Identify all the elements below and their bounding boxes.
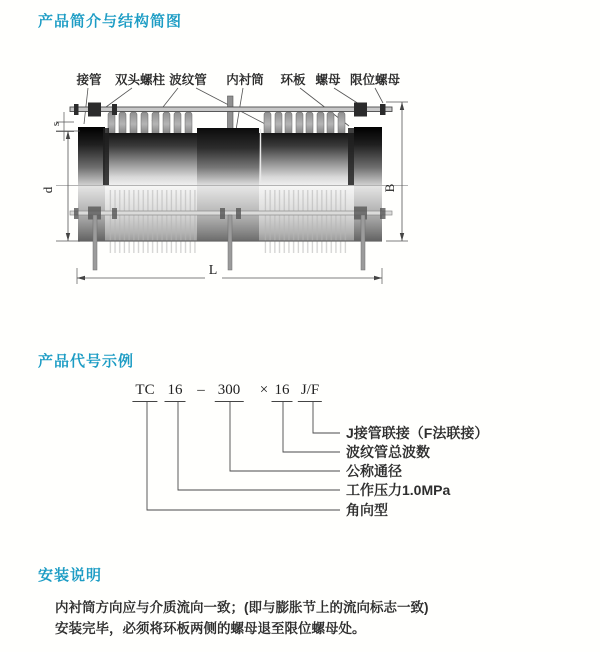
code-separator-times: × xyxy=(259,382,269,398)
leader-lines xyxy=(84,88,383,130)
label-ring-plate: 环板 xyxy=(280,73,306,87)
section-title-product-intro: 产品简介与结构简图 xyxy=(38,13,183,30)
code-note-diameter: 公称通径 xyxy=(346,463,402,479)
dim-l-label: L xyxy=(208,263,218,278)
section-title-install: 安装说明 xyxy=(38,567,103,584)
code-note-wave-count: 波纹管总波数 xyxy=(346,444,430,460)
label-nut: 螺母 xyxy=(315,73,341,87)
code-part-type: TC xyxy=(132,382,157,402)
body-upper xyxy=(78,127,382,185)
label-limit-nut: 限位螺母 xyxy=(349,73,401,87)
code-part-pressure: 16 xyxy=(165,382,186,402)
tie-rod xyxy=(70,107,392,112)
code-note-connection: J接管联接（F法联接） xyxy=(346,425,489,441)
dimension-b xyxy=(382,102,408,241)
dimension-s xyxy=(50,112,74,141)
section-title-code-example: 产品代号示例 xyxy=(38,353,135,370)
label-double-end-stud: 双头螺柱 xyxy=(114,73,166,87)
code-part-wave-count: 16 xyxy=(272,382,293,402)
rod-nuts xyxy=(74,103,386,117)
label-inner-liner: 内衬筒 xyxy=(226,73,264,87)
code-separator-dash: – xyxy=(197,382,205,398)
bellows-fins-upper xyxy=(108,112,345,136)
body-lower xyxy=(70,186,392,270)
dimension-l xyxy=(77,263,382,284)
dimension-d xyxy=(40,131,80,241)
code-part-diameter: 300 xyxy=(215,382,244,402)
code-note-type: 角向型 xyxy=(346,502,388,518)
label-connection-pipe: 接管 xyxy=(76,73,102,87)
hanging-studs xyxy=(93,215,365,270)
diagram-part-labels xyxy=(75,72,400,87)
code-note-pressure: 工作压力1.0MPa xyxy=(346,482,451,498)
label-bellows: 波纹管 xyxy=(169,73,207,87)
code-part-connection: J/F xyxy=(298,382,322,402)
dim-b-label: B xyxy=(382,183,397,193)
install-instruction-2: 安装完毕，必须将环板两侧的螺母退至限位螺母处。 xyxy=(55,621,366,636)
dim-s-label: s xyxy=(50,121,62,127)
center-stud xyxy=(228,96,234,134)
dim-d-label: d xyxy=(40,186,55,194)
install-instruction-1: 内衬筒方向应与介质流向一致；(即与膨胀节上的流向标志一致) xyxy=(55,600,429,615)
